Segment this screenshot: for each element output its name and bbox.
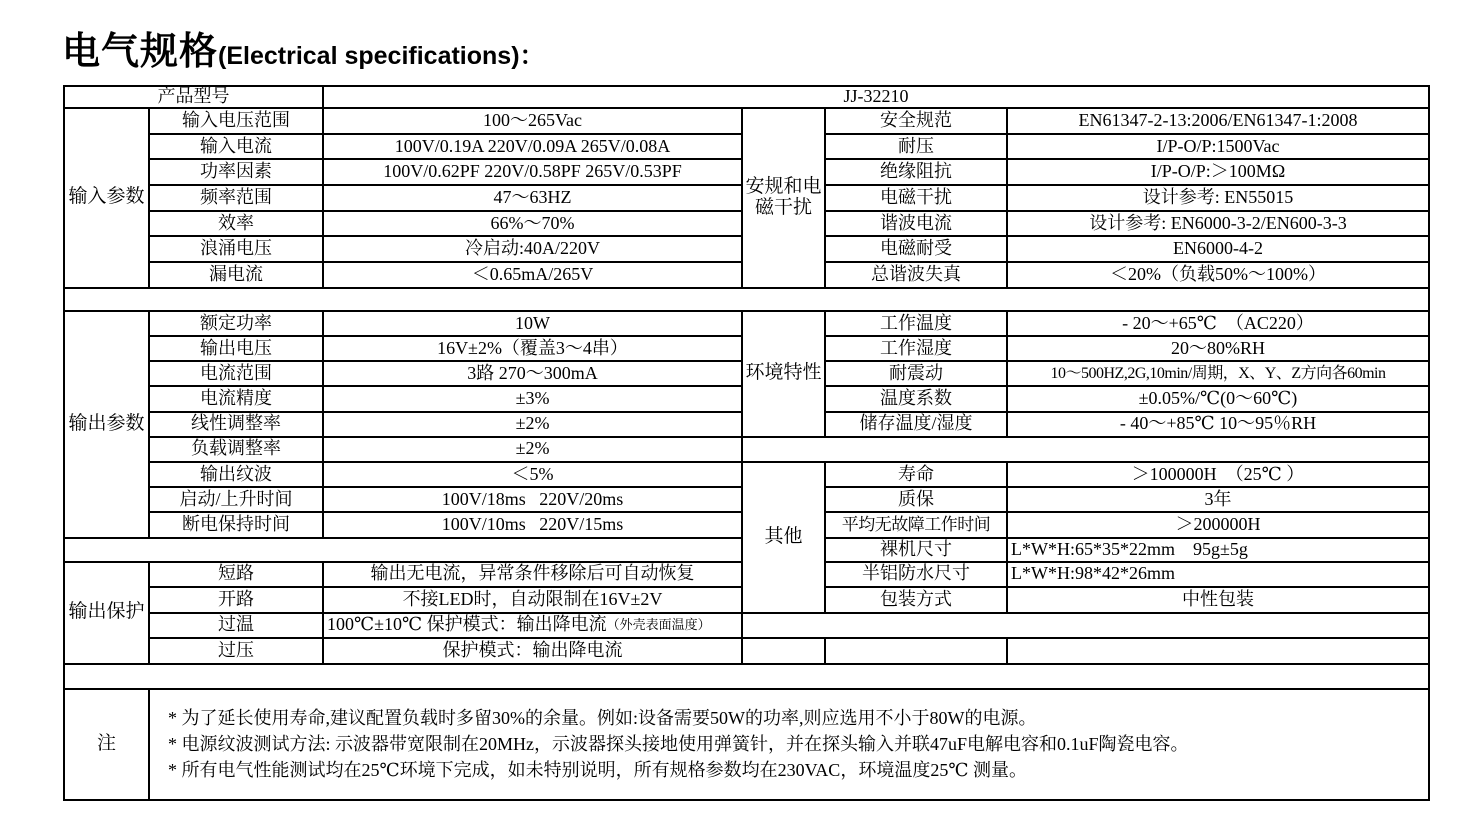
- spec-value: - 20～+65℃ （AC220）: [1008, 312, 1430, 337]
- spec-value: ＜5%: [324, 463, 743, 488]
- note-label: 注: [65, 690, 150, 801]
- spec-value: L*W*H:98*42*26mm: [1008, 563, 1430, 589]
- page-title-zh: 电气规格: [62, 31, 219, 73]
- section-label-environment: 环境特性: [743, 312, 826, 438]
- section-label-protection: 输出保护: [65, 563, 150, 665]
- spec-name: 功率因素: [150, 160, 324, 186]
- page-title-en: (Electrical specifications)：: [218, 42, 545, 70]
- spec-value: EN6000-4-2: [1008, 237, 1430, 263]
- spec-name: 漏电流: [150, 263, 324, 289]
- spec-name: 谐波电流: [826, 212, 1008, 238]
- empty-cell: [743, 639, 826, 665]
- note-item: * 为了延长使用寿命,建议配置负载时多留30%的余量。例如:设备需要50W的功率,则应选用不小于80W的电源。: [168, 708, 1037, 728]
- spec-name: 工作温度: [826, 312, 1008, 337]
- model-value: JJ-32210: [324, 87, 1430, 109]
- spec-value-note: （外壳表面温度）: [606, 617, 711, 633]
- spec-name: 浪涌电压: [150, 237, 324, 263]
- spec-value: 100V/0.62PF 220V/0.58PF 265V/0.53PF: [324, 160, 743, 186]
- spec-value-main: 100℃±10℃ 保护模式：输出降电流: [327, 614, 607, 635]
- spec-value: ±2%: [324, 438, 743, 463]
- spec-value: EN61347-2-13:2006/EN61347-1:2008: [1008, 109, 1430, 135]
- spec-name: 过压: [150, 639, 324, 665]
- spec-value: - 40～+85℃ 10～95％RH: [1008, 413, 1430, 438]
- spec-value: I/P-O/P:1500Vac: [1008, 135, 1430, 161]
- model-label: 产品型号: [65, 87, 324, 109]
- spec-value: 不接LED时，自动限制在16V±2V: [324, 588, 743, 614]
- spec-value: L*W*H:65*35*22mm 95g±5g: [1008, 539, 1430, 563]
- spec-value: ±0.05%/℃(0～60℃): [1008, 387, 1430, 412]
- spec-name: 线性调整率: [150, 413, 324, 438]
- spec-value: 设计参考: EN55015: [1008, 186, 1430, 212]
- spacer-row: [65, 539, 743, 563]
- spec-value: 冷启动:40A/220V: [324, 237, 743, 263]
- spec-name: 耐压: [826, 135, 1008, 161]
- spec-value: 66%～70%: [324, 212, 743, 238]
- spec-value: 100V/18ms 220V/20ms: [324, 488, 743, 513]
- spec-value: 16V±2%（覆盖3～4串）: [324, 337, 743, 362]
- spec-value: 10W: [324, 312, 743, 337]
- spec-value: 中性包装: [1008, 588, 1430, 614]
- spec-value: ＞200000H: [1008, 513, 1430, 538]
- spec-name: 温度系数: [826, 387, 1008, 412]
- spec-name: 额定功率: [150, 312, 324, 337]
- spec-value: ±3%: [324, 387, 743, 412]
- spec-name: 平均无故障工作时间: [826, 513, 1008, 538]
- spec-table: [63, 85, 1430, 801]
- spec-name: 开路: [150, 588, 324, 614]
- spec-name: 输出纹波: [150, 463, 324, 488]
- note-item: * 所有电气性能测试均在25℃环境下完成，如未特别说明，所有规格参数均在230VAC，环境温度25℃ 测量。: [168, 760, 1027, 780]
- empty-cell: [826, 639, 1008, 665]
- spec-name: 安全规范: [826, 109, 1008, 135]
- spec-value: 47～63HZ: [324, 186, 743, 212]
- spec-name: 工作湿度: [826, 337, 1008, 362]
- spec-name: 负载调整率: [150, 438, 324, 463]
- spec-value: [324, 614, 743, 640]
- spec-value: 3年: [1008, 488, 1430, 513]
- spec-name: 断电保持时间: [150, 513, 324, 538]
- spec-value: 3路 270～300mA: [324, 362, 743, 387]
- spec-name: 储存温度/湿度: [826, 413, 1008, 438]
- spec-name: 耐震动: [826, 362, 1008, 387]
- spec-name: 过温: [150, 614, 324, 640]
- spec-name: 启动/上升时间: [150, 488, 324, 513]
- spec-name: 短路: [150, 563, 324, 589]
- spec-name: 裸机尺寸: [826, 539, 1008, 563]
- note-item: * 电源纹波测试方法: 示波器带宽限制在20MHz，示波器探头接地使用弹簧针，并在探头输入并联47uF电解电容和0.1uF陶瓷电容。: [168, 734, 1189, 754]
- spec-value: 设计参考: EN6000-3-2/EN600-3-3: [1008, 212, 1430, 238]
- spec-name: 电磁干扰: [826, 186, 1008, 212]
- spec-value: 输出无电流，异常条件移除后可自动恢复: [324, 563, 743, 589]
- spec-name: 频率范围: [150, 186, 324, 212]
- spec-name: 输入电流: [150, 135, 324, 161]
- spec-name: 质保: [826, 488, 1008, 513]
- section-label-other: 其他: [743, 463, 826, 614]
- spec-name: 半铝防水尺寸: [826, 563, 1008, 589]
- spec-value: ±2%: [324, 413, 743, 438]
- spec-value: 20～80%RH: [1008, 337, 1430, 362]
- spec-value: 100V/0.19A 220V/0.09A 265V/0.08A: [324, 135, 743, 161]
- spec-value: ＜0.65mA/265V: [324, 263, 743, 289]
- page-title: [62, 20, 545, 75]
- spec-name: 寿命: [826, 463, 1008, 488]
- spacer-row: [743, 438, 1430, 463]
- empty-cell: [1008, 639, 1430, 665]
- spacer-row: [65, 289, 1430, 312]
- spacer-row: [65, 665, 1430, 690]
- spec-value: 100V/10ms 220V/15ms: [324, 513, 743, 538]
- spec-name: 包装方式: [826, 588, 1008, 614]
- spec-value: ＜20%（负载50%～100%）: [1008, 263, 1430, 289]
- spec-value: 保护模式：输出降电流: [324, 639, 743, 665]
- spec-name: 输出电压: [150, 337, 324, 362]
- spec-name: 总谐波失真: [826, 263, 1008, 289]
- section-label-output: 输出参数: [65, 312, 150, 539]
- spec-value: ＞100000H （25℃ ）: [1008, 463, 1430, 488]
- spec-name: 效率: [150, 212, 324, 238]
- spec-value: 10～500HZ,2G,10min/周期，X、Y、Z方向各60min: [1008, 362, 1430, 387]
- spec-name: 输入电压范围: [150, 109, 324, 135]
- section-label-input: 输入参数: [65, 109, 150, 289]
- spec-value: I/P-O/P:＞100MΩ: [1008, 160, 1430, 186]
- spec-name: 电磁耐受: [826, 237, 1008, 263]
- note-body: [150, 690, 1430, 801]
- spec-name: 绝缘阻抗: [826, 160, 1008, 186]
- spec-value: 100～265Vac: [324, 109, 743, 135]
- spec-name: 电流范围: [150, 362, 324, 387]
- section-label-safety: 安规和电磁干扰: [743, 109, 826, 289]
- spacer-row: [743, 614, 1430, 640]
- spec-name: 电流精度: [150, 387, 324, 412]
